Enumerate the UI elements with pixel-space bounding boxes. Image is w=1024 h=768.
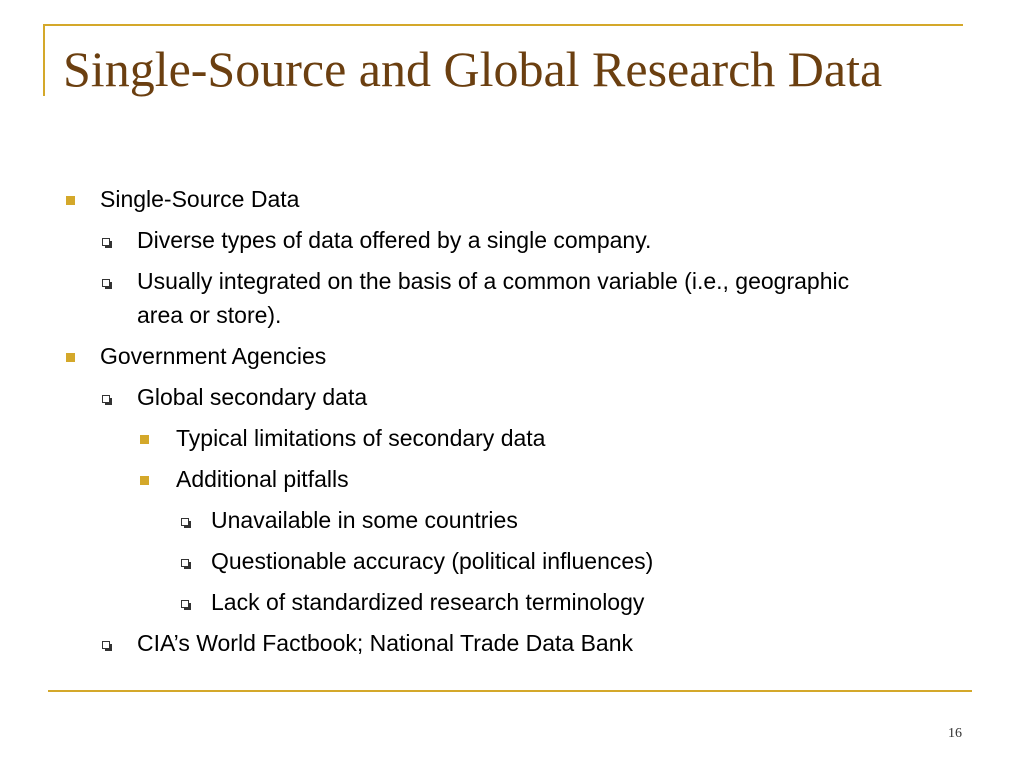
hollow-square-bullet-icon — [181, 600, 189, 608]
bullet-text: Additional pitfalls — [176, 466, 349, 492]
bullet-text: CIA’s World Factbook; National Trade Data Bank — [137, 630, 634, 656]
footer-divider — [48, 690, 972, 692]
hollow-square-bullet-icon — [181, 518, 189, 526]
bullet-text: Single-Source Data — [100, 186, 300, 212]
bullet-item — [0, 182, 1024, 216]
page-number: 16 — [948, 726, 962, 741]
frame-top-border — [43, 24, 963, 26]
frame-left-border — [43, 24, 45, 96]
filled-square-bullet-icon — [66, 353, 75, 362]
hollow-square-bullet-icon — [102, 279, 110, 287]
bullet-item — [0, 462, 1024, 496]
filled-square-bullet-icon — [140, 435, 149, 444]
bullet-text: Unavailable in some countries — [211, 507, 518, 533]
bullet-item — [0, 626, 1024, 660]
hollow-square-bullet-icon — [102, 238, 110, 246]
bullet-item — [0, 585, 1024, 619]
bullet-text: Questionable accuracy (political influences) — [211, 548, 654, 574]
bullet-text: Diverse types of data offered by a single company. — [137, 227, 652, 253]
bullet-item — [0, 421, 1024, 455]
bullet-text: Lack of standardized research terminology — [211, 589, 645, 615]
hollow-square-bullet-icon — [102, 641, 110, 649]
bullet-item — [0, 339, 1024, 373]
slide-title: Single-Source and Global Research Data — [63, 41, 883, 97]
bullet-item — [0, 223, 1024, 257]
bullet-text: Usually integrated on the basis of a common variable (i.e., geographic area or store). — [137, 268, 850, 328]
bullet-list — [0, 182, 1024, 667]
bullet-item — [0, 503, 1024, 537]
hollow-square-bullet-icon — [181, 559, 189, 567]
bullet-text: Global secondary data — [137, 384, 368, 410]
filled-square-bullet-icon — [66, 196, 75, 205]
bullet-item — [0, 380, 1024, 414]
bullet-text: Government Agencies — [100, 343, 327, 369]
hollow-square-bullet-icon — [102, 395, 110, 403]
bullet-text: Typical limitations of secondary data — [176, 425, 546, 451]
bullet-item — [0, 264, 897, 332]
bullet-item — [0, 544, 1024, 578]
filled-square-bullet-icon — [140, 476, 149, 485]
